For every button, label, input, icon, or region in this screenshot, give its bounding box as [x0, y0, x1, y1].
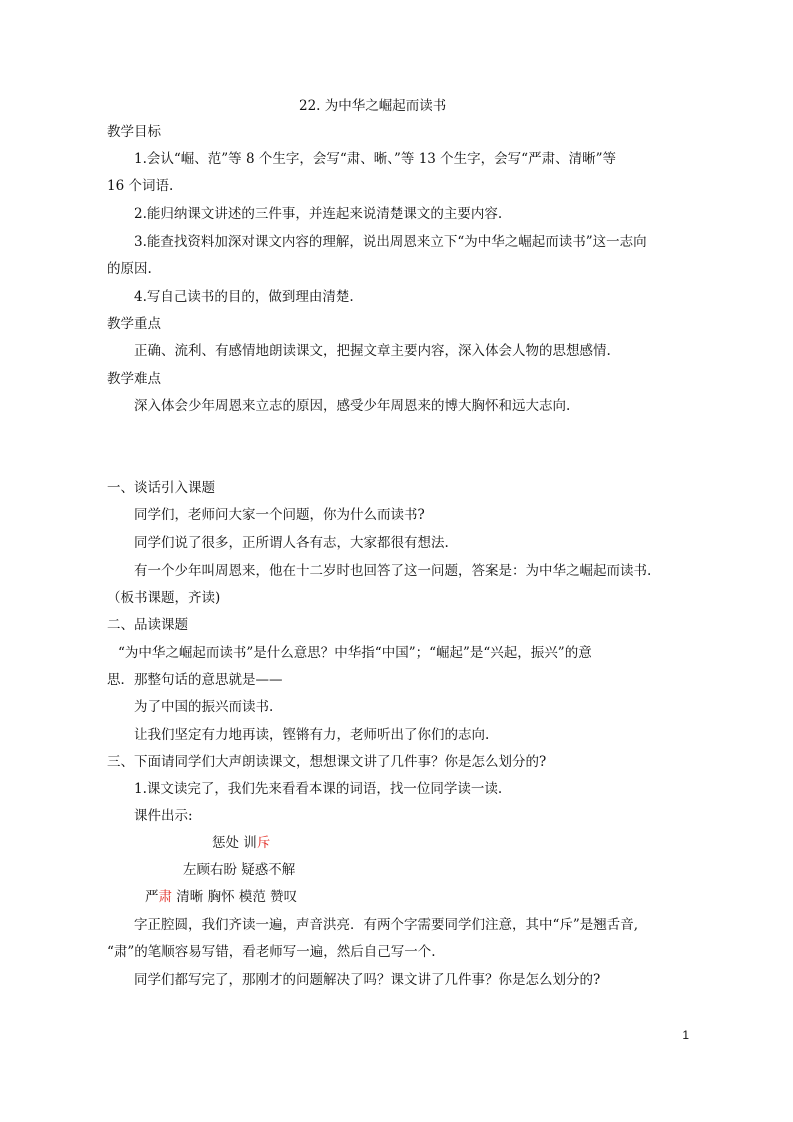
part-2-line-3: 为了中国的振兴而读书. — [134, 699, 274, 715]
vocab-row-3-text-b: 清晰 胸怀 模范 赞叹 — [172, 889, 298, 905]
part-2-line-4: 让我们坚定有力地再读，铿锵有力，老师听出了你们的志向. — [134, 727, 490, 743]
section-heading-goals: 教学目标 — [107, 124, 161, 140]
part-1-line-2: 同学们说了很多，正所谓人各有志，大家都很有想法. — [134, 535, 449, 551]
part-2-line-1: “为中华之崛起而读书”是什么意思？中华指“中国”；“崛起”是“兴起，振兴”的意 — [118, 645, 592, 661]
part-3-line-1: 1.课文读完了，我们先来看看本课的词语，找一位同学读一读. — [134, 781, 503, 797]
vocab-row-1 — [212, 833, 270, 853]
section-heading-key: 教学重点 — [107, 316, 161, 332]
part-3-line-5: 同学们都写完了，那刚才的问题解决了吗？课文讲了几件事？你是怎么划分的? — [134, 972, 601, 988]
vocab-row-3 — [145, 887, 297, 907]
part-3-line-4: “肃”的笔顺容易写错，看老师写一遍，然后自己写一个. — [107, 944, 436, 960]
vocab-highlight-su: 肃 — [158, 889, 172, 905]
goal-2: 2.能归纳课文讲述的三件事，并连起来说清楚课文的主要内容. — [134, 206, 503, 222]
vocab-row-3-text-a: 严 — [145, 889, 159, 905]
vocab-row-2: 左顾右盼 疑惑不解 — [183, 862, 296, 878]
part-1-line-4: （板书课题，齐读) — [107, 590, 221, 606]
goal-1-line-2: 16 个词语. — [107, 178, 174, 194]
part-3-line-2: 课件出示: — [134, 808, 193, 824]
vocab-highlight-chi: 斥 — [256, 835, 271, 851]
part-2-line-2: 思．那整句话的意思就是—— — [107, 672, 283, 688]
goal-3-line-1: 3.能查找资料加深对课文内容的理解，说出周恩来立下“为中华之崛起而读书”这一志向 — [134, 234, 647, 250]
lesson-title: 22. 为中华之崛起而读书 — [299, 98, 447, 114]
section-heading-difficult: 教学难点 — [107, 371, 161, 387]
goal-3-line-2: 的原因. — [107, 261, 152, 277]
vocab-row-1-text: 惩处 训 — [212, 835, 257, 851]
part-3-heading: 三、下面请同学们大声朗读课文，想想课文讲了几件事？你是怎么划分的? — [107, 754, 547, 770]
part-1-line-1: 同学们，老师问大家一个问题，你为什么而读书? — [134, 507, 425, 523]
goal-1-line-1: 1.会认“崛、范”等 8 个生字，会写“肃、晰、”等 13 个生字，会写“严肃、清晰”等 — [134, 151, 616, 167]
goal-4: 4.写自己读书的目的，做到理由清楚. — [134, 289, 354, 305]
difficult-points-text: 深入体会少年周恩来立志的原因，感受少年周恩来的博大胸怀和远大志向. — [134, 398, 571, 414]
part-3-line-3: 字正腔圆，我们齐读一遍，声音洪亮．有两个字需要同学们注意，其中“斥”是翘舌音, — [134, 917, 639, 933]
key-points-text: 正确、流利、有感情地朗读课文，把握文章主要内容，深入体会人物的思想感情. — [134, 343, 611, 359]
page-number: 1 — [682, 1028, 689, 1042]
part-2-heading: 二、品读课题 — [107, 617, 188, 633]
part-1-heading: 一、谈话引入课题 — [107, 480, 215, 496]
part-1-line-3: 有一个少年叫周恩来，他在十二岁时也回答了这一问题，答案是：为中华之崛起而读书. — [134, 563, 652, 579]
